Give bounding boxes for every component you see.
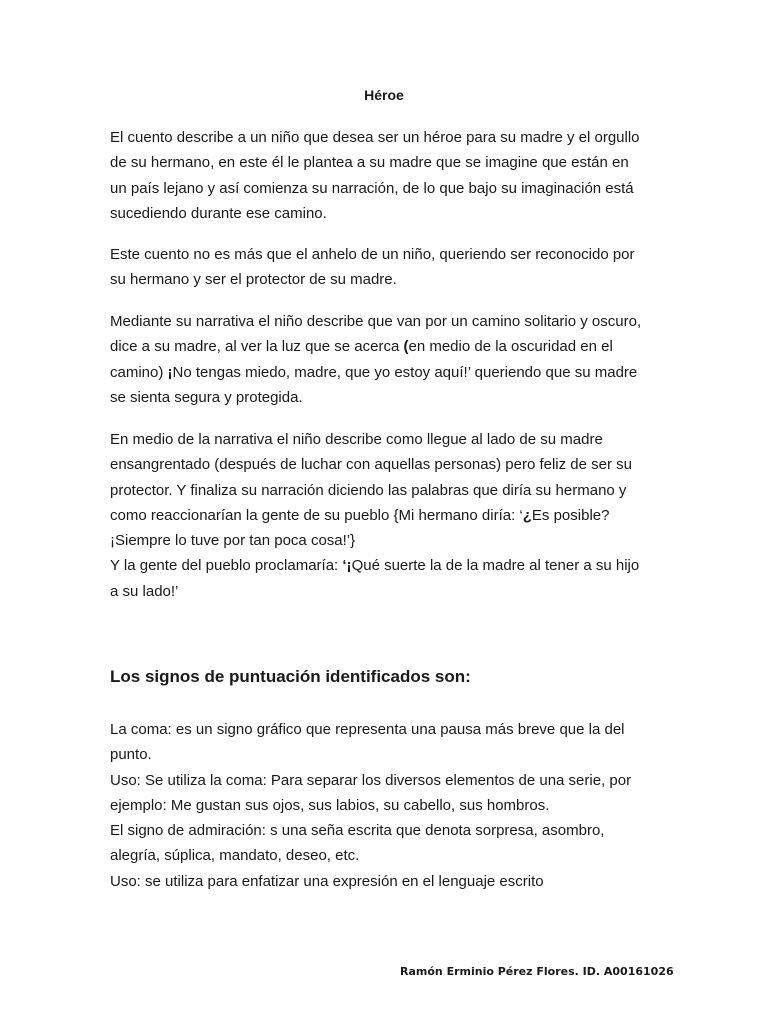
text-line: punto. xyxy=(110,746,152,764)
text-line: En medio de la narrativa el niño describe como llegue al lado de su madre xyxy=(110,431,603,448)
text-line: ejemplo: Me gustan sus ojos, sus labios, su cabello, sus hombros. xyxy=(110,796,550,814)
text-run: dice a su madre, al ver la luz que se acerca xyxy=(110,338,404,356)
text-line: de su hermano, en este él le plantea a su madre que se imagine que están en xyxy=(110,154,629,172)
bold-punctuation: ‘¡ xyxy=(342,557,352,575)
author-footer: Ramón Erminio Pérez Flores. ID. A00161026 xyxy=(400,965,674,978)
text-line: a su lado!’ xyxy=(110,582,179,600)
text-run: camino) xyxy=(110,363,168,381)
document-title: Héroe xyxy=(364,87,404,103)
text-run: en medio de la oscuridad en el xyxy=(408,338,613,356)
text-line: sucediendo durante ese camino. xyxy=(110,204,327,222)
text-line: El signo de admiración: s una seña escrita que denota sorpresa, asombro, xyxy=(110,822,605,840)
text-line xyxy=(110,553,670,578)
text-line: Mediante su narrativa el niño describe que van por un camino solitario y oscuro, xyxy=(110,313,642,330)
text-line: Uso: se utiliza para enfatizar una expresión en el lenguaje escrito xyxy=(110,872,544,890)
paragraph-narrative xyxy=(110,309,670,410)
text-line: Uso: Se utiliza la coma: Para separar los diversos elementos de una serie, por xyxy=(110,771,632,789)
text-run: Y la gente del pueblo proclamaría: xyxy=(110,557,343,575)
text-run: No tengas miedo, madre, que yo estoy aquí!’ queriendo que su madre xyxy=(172,363,638,381)
text-line: protector. Y finaliza su narración diciendo las palabras que diría su hermano y xyxy=(110,481,627,499)
text-line: se sienta segura y protegida. xyxy=(110,388,303,406)
paragraph-ending xyxy=(110,427,670,604)
text-line: Este cuento no es más que el anhelo de un niño, queriendo ser reconocido por xyxy=(110,246,635,263)
text-line xyxy=(110,334,670,359)
text-run: como reaccionarían la gente de su pueblo {Mi hermano diría: ‘ xyxy=(110,506,523,524)
punctuation-section xyxy=(110,717,670,894)
text-run: Qué suerte la de la madre al tener a su hijo xyxy=(351,557,640,575)
bold-punctuation: ( xyxy=(403,338,409,356)
text-line: ¡Siempre lo tuve por tan poca cosa!’} xyxy=(110,532,356,550)
bold-punctuation: ¿ xyxy=(522,506,532,524)
paragraph-longing xyxy=(110,242,670,293)
section-heading: Los signos de puntuación identificados son: xyxy=(110,667,471,686)
text-line: El cuento describe a un niño que desea ser un héroe para su madre y el orgullo xyxy=(110,129,640,146)
text-run: Es posible? xyxy=(531,506,610,524)
bold-punctuation: ¡ xyxy=(167,363,173,381)
text-line xyxy=(110,360,670,385)
text-line: La coma: es un signo gráfico que representa una pausa más breve que la del xyxy=(110,721,625,738)
text-line: alegría, súplica, mandato, deseo, etc. xyxy=(110,847,360,865)
paragraph-summary xyxy=(110,125,670,226)
text-line: un país lejano y así comienza su narración, de lo que bajo su imaginación está xyxy=(110,179,634,197)
text-line xyxy=(110,503,670,528)
text-line: su hermano y ser el protector de su madre. xyxy=(110,271,397,289)
text-line: ensangrentado (después de luchar con aquellas personas) pero feliz de ser su xyxy=(110,456,632,474)
